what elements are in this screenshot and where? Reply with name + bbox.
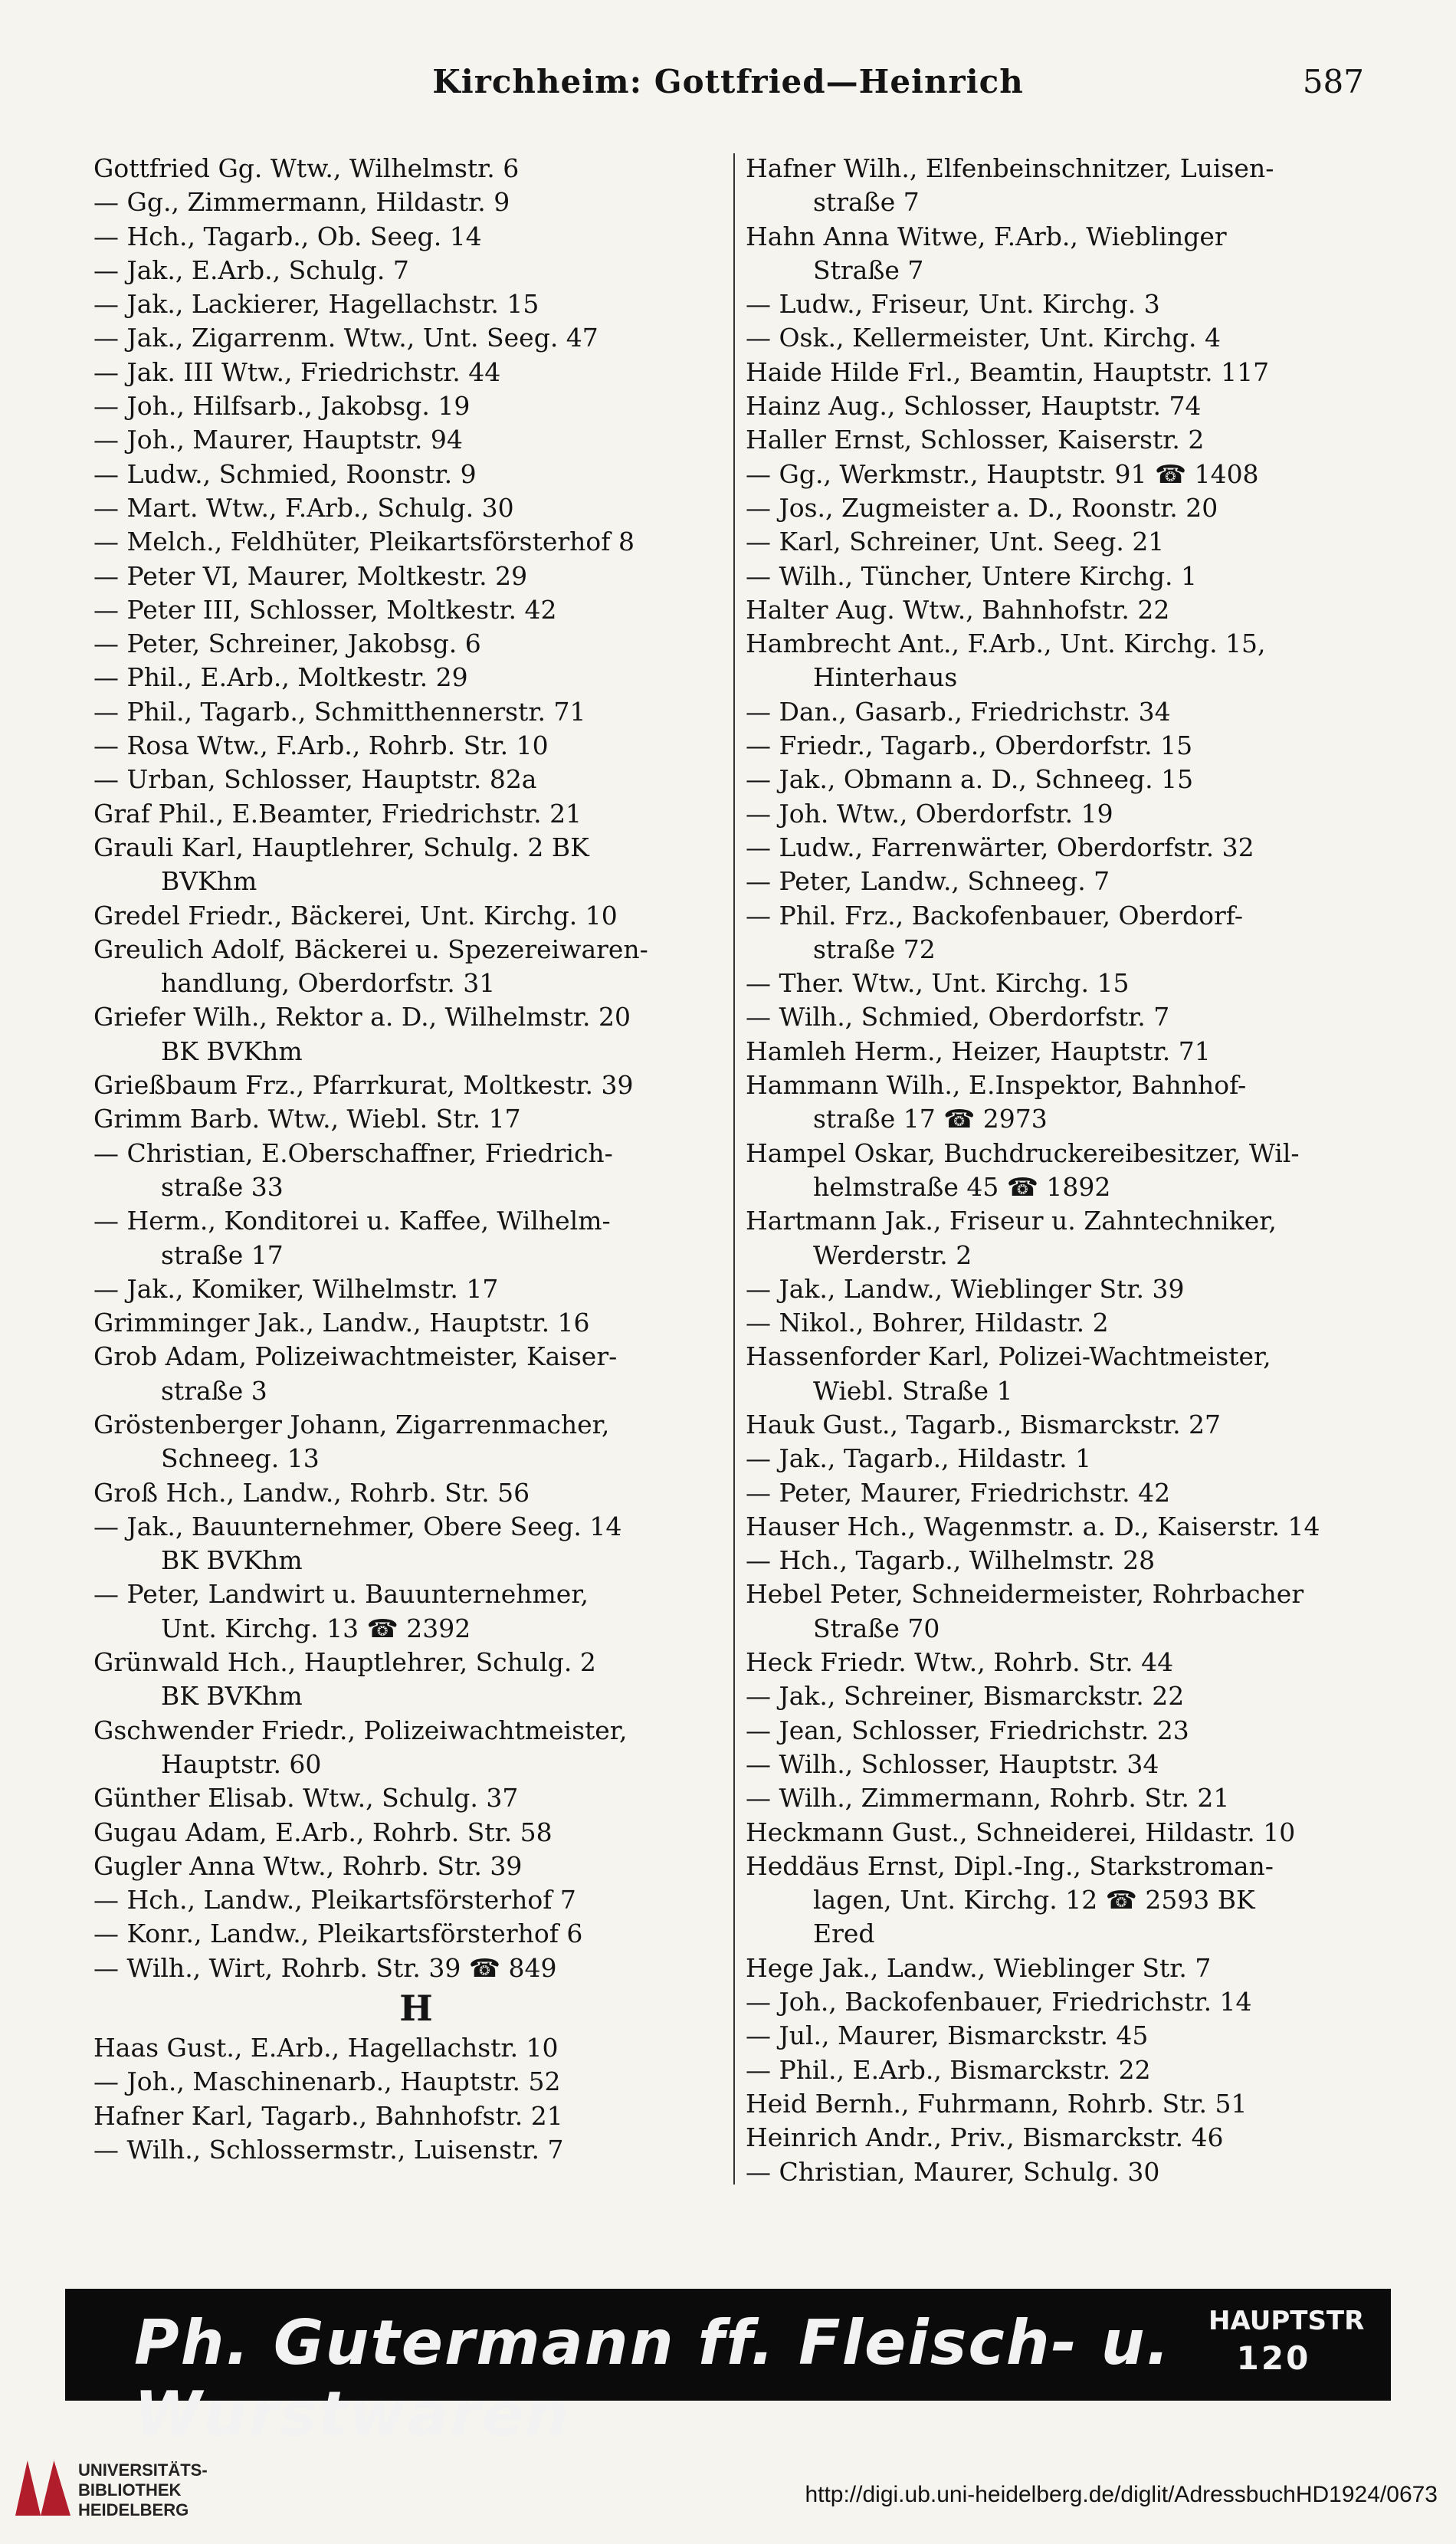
entry-continuation: helmstraße 45 ☎ 1892 (813, 1171, 1111, 1202)
entry-text: Hartmann Jak., Friseur u. Zahntechniker, (746, 1206, 1277, 1236)
directory-entry (746, 1035, 1391, 1068)
entry-text: — Hch., Landw., Pleikartsförsterhof 7 (93, 1885, 576, 1915)
directory-entry (746, 1272, 1391, 1306)
directory-entry (93, 1272, 739, 1306)
directory-entry (93, 1306, 739, 1340)
entry-text: Grünwald Hch., Hauptlehrer, Schulg. 2 (93, 1647, 596, 1678)
entry-text: — Jul., Maurer, Bismarckstr. 45 (746, 2020, 1149, 2051)
advertisement-street: HAUPTSTR (1208, 2306, 1365, 2336)
entry-continuation: straße 3 (161, 1375, 267, 1406)
entry-text: Groß Hch., Landw., Rohrb. Str. 56 (93, 1477, 530, 1508)
entry-text: Griefer Wilh., Rektor a. D., Wilhelmstr. 20 (93, 1002, 631, 1032)
entry-text: Hafner Karl, Tagarb., Bahnhofstr. 21 (93, 2100, 563, 2131)
entry-text: Heck Friedr. Wtw., Rohrb. Str. 44 (746, 1647, 1174, 1678)
entry-continuation: Ered (813, 1919, 875, 1949)
directory-entry (93, 1917, 739, 1951)
directory-entry (93, 933, 739, 1001)
entry-text: — Karl, Schreiner, Unt. Seeg. 21 (746, 527, 1165, 557)
entry-text: — Melch., Feldhüter, Pleikartsförsterhof 8 (93, 527, 635, 557)
entry-continuation: Straße 7 (813, 254, 924, 285)
entry-text: — Mart. Wtw., F.Arb., Schulg. 30 (93, 492, 514, 523)
directory-entry (93, 2065, 739, 2099)
directory-entry (746, 1816, 1391, 1850)
entry-text: — Wilh., Wirt, Rohrb. Str. 39 ☎ 849 (93, 1952, 557, 1983)
advertisement-name: Ph. Gutermann ff. Fleisch- u. Wurstwaren (134, 2307, 1172, 2450)
entry-text: Gottfried Gg. Wtw., Wilhelmstr. 6 (93, 153, 520, 183)
directory-entry (93, 1204, 739, 1272)
entry-text: — Dan., Gasarb., Friedrichstr. 34 (746, 696, 1171, 727)
entry-text: — Jos., Zugmeister a. D., Roonstr. 20 (746, 492, 1218, 523)
entry-continuation: straße 17 ☎ 2973 (813, 1104, 1048, 1134)
entry-text: Hauser Hch., Wagenmstr. a. D., Kaiserstr. 14 (746, 1511, 1320, 1541)
entry-text: Haas Gust., E.Arb., Hagellachstr. 10 (93, 2033, 559, 2063)
directory-entry (93, 661, 739, 694)
entry-text: — Wilh., Zimmermann, Rohrb. Str. 21 (746, 1783, 1230, 1814)
entry-text: — Friedr., Tagarb., Oberdorfstr. 15 (746, 730, 1193, 761)
directory-entry (746, 797, 1391, 831)
directory-entry (93, 1068, 739, 1102)
entry-continuation: lagen, Unt. Kirchg. 12 ☎ 2593 BK (813, 1885, 1255, 1915)
directory-entry (746, 763, 1391, 796)
entry-text: Hebel Peter, Schneidermeister, Rohrbacher (746, 1579, 1304, 1610)
directory-entry (93, 2099, 739, 2133)
entry-continuation: BVKhm (161, 866, 257, 897)
entry-text: — Jak., Komiker, Wilhelmstr. 17 (93, 1273, 499, 1304)
entry-text: Hamleh Herm., Heizer, Hauptstr. 71 (746, 1036, 1211, 1066)
entry-text: — Wilh., Schmied, Oberdorfstr. 7 (746, 1002, 1170, 1032)
entry-text: Gugau Adam, E.Arb., Rohrb. Str. 58 (93, 1817, 553, 1847)
directory-entry (93, 1951, 739, 1985)
directory-entry (93, 287, 739, 321)
directory-entry (746, 1340, 1391, 1408)
entry-text: — Jak. III Wtw., Friedrichstr. 44 (93, 356, 501, 387)
entry-text: — Herm., Konditorei u. Kaffee, Wilhelm- (93, 1206, 611, 1236)
directory-entry (746, 1068, 1391, 1137)
entry-text: Grießbaum Frz., Pfarrkurat, Moltkestr. 39 (93, 1070, 634, 1101)
logo-line: HEIDELBERG (78, 2500, 189, 2519)
entry-text: — Nikol., Bohrer, Hildastr. 2 (746, 1308, 1109, 1338)
entry-text: Hege Jak., Landw., Wieblinger Str. 7 (746, 1952, 1212, 1983)
directory-entry (93, 2031, 739, 2065)
entry-continuation: BK BVKhm (161, 1681, 303, 1712)
directory-entry (746, 356, 1391, 389)
entry-text: Greulich Adolf, Bäckerei u. Spezereiwaren- (93, 934, 648, 964)
directory-entry (746, 899, 1391, 967)
directory-entry (93, 1408, 739, 1476)
directory-entry (746, 1204, 1391, 1272)
entry-text: — Jak., Tagarb., Hildastr. 1 (746, 1443, 1092, 1474)
directory-entry (93, 1816, 739, 1850)
entry-text: — Konr., Landw., Pleikartsförsterhof 6 (93, 1919, 583, 1949)
entry-text: — Wilh., Tüncher, Untere Kirchg. 1 (746, 560, 1198, 591)
entry-text: Haide Hilde Frl., Beamtin, Hauptstr. 117 (746, 356, 1270, 387)
directory-entry (93, 1137, 739, 1205)
entry-text: Gschwender Friedr., Polizeiwachtmeister, (93, 1715, 628, 1745)
entry-text: — Ludw., Schmied, Roonstr. 9 (93, 458, 477, 489)
entry-text: — Gg., Zimmermann, Hildastr. 9 (93, 187, 510, 218)
directory-entry (93, 458, 739, 491)
directory-entry (93, 1883, 739, 1917)
directory-entry (93, 152, 739, 185)
directory-entry (93, 560, 739, 593)
entry-continuation: Werderstr. 2 (813, 1239, 972, 1270)
directory-entry (746, 2053, 1391, 2087)
advertisement-house-number: 120 (1236, 2339, 1311, 2377)
directory-entry (746, 458, 1391, 491)
directory-entry (93, 1000, 739, 1068)
directory-entry (93, 389, 739, 423)
entry-text: — Urban, Schlosser, Hauptstr. 82a (93, 764, 537, 795)
entry-text: — Peter, Landw., Schneeg. 7 (746, 866, 1110, 897)
directory-entry (93, 2133, 739, 2167)
page-title: Kirchheim: Gottfried—Heinrich (432, 63, 1024, 100)
directory-entry (93, 423, 739, 457)
entry-text: — Jak., Obmann a. D., Schneeg. 15 (746, 764, 1194, 795)
directory-entry (746, 1646, 1391, 1679)
entry-text: Gugler Anna Wtw., Rohrb. Str. 39 (93, 1850, 523, 1881)
entry-text: — Phil., E.Arb., Bismarckstr. 22 (746, 2054, 1151, 2085)
directory-entry (746, 2155, 1391, 2189)
entry-continuation: Unt. Kirchg. 13 ☎ 2392 (161, 1613, 471, 1643)
entry-text: Halter Aug. Wtw., Bahnhofstr. 22 (746, 594, 1170, 625)
entry-continuation: Schneeg. 13 (161, 1443, 320, 1474)
entry-text: Hahn Anna Witwe, F.Arb., Wieblinger (746, 221, 1227, 251)
directory-entry (93, 695, 739, 729)
directory-entry (746, 831, 1391, 865)
directory-entry (93, 729, 739, 763)
entry-text: — Joh., Hilfsarb., Jakobsg. 19 (93, 391, 471, 422)
directory-entry (93, 1102, 739, 1136)
entry-text: Heid Bernh., Fuhrmann, Rohrb. Str. 51 (746, 2088, 1248, 2119)
directory-entry (93, 185, 739, 219)
entry-continuation: straße 72 (813, 934, 936, 964)
page-number: 587 (1302, 63, 1364, 100)
section-letter: H (399, 1988, 433, 2030)
entry-text: — Joh., Maschinenarb., Hauptstr. 52 (93, 2066, 561, 2097)
directory-entry (746, 1510, 1391, 1544)
logo-line: BIBLIOTHEK (78, 2480, 182, 2500)
entry-text: — Phil., E.Arb., Moltkestr. 29 (93, 662, 468, 693)
entry-text: Graf Phil., E.Beamter, Friedrichstr. 21 (93, 798, 582, 829)
entry-text: Grimminger Jak., Landw., Hauptstr. 16 (93, 1308, 590, 1338)
directory-entry (93, 525, 739, 559)
entry-text: — Jak., Landw., Wieblinger Str. 39 (746, 1273, 1185, 1304)
entry-text: — Jak., Bauunternehmer, Obere Seeg. 14 (93, 1511, 622, 1541)
source-url-link[interactable]: http://digi.ub.uni-heidelberg.de/diglit/AdressbuchHD1924/0673 (805, 2482, 1438, 2507)
advertisement-banner (65, 2289, 1391, 2450)
entry-text: — Jak., Lackierer, Hagellachstr. 15 (93, 289, 539, 320)
directory-entry (93, 899, 739, 933)
entry-text: Hampel Oskar, Buchdruckereibesitzer, Wil- (746, 1137, 1300, 1168)
directory-entry (93, 1340, 739, 1408)
entry-text: Heddäus Ernst, Dipl.-Ing., Starkstroman- (746, 1850, 1274, 1881)
entry-continuation: handlung, Oberdorfstr. 31 (161, 968, 496, 999)
directory-entry (746, 1748, 1391, 1781)
directory-entry (746, 695, 1391, 729)
entry-text: — Peter III, Schlosser, Moltkestr. 42 (93, 594, 557, 625)
directory-entry (746, 152, 1391, 220)
column-divider (733, 153, 735, 2185)
directory-entry (746, 1306, 1391, 1340)
entry-text: — Phil., Tagarb., Schmitthennerstr. 71 (93, 696, 586, 727)
directory-entry (746, 1000, 1391, 1034)
entry-continuation: Hauptstr. 60 (161, 1748, 322, 1779)
entry-text: — Jak., E.Arb., Schulg. 7 (93, 254, 409, 285)
directory-entry (93, 1510, 739, 1578)
entry-continuation: BK BVKhm (161, 1036, 303, 1066)
entry-text: — Phil. Frz., Backofenbauer, Oberdorf- (746, 900, 1243, 931)
entry-continuation: Straße 70 (813, 1613, 940, 1643)
directory-entry (93, 593, 739, 627)
directory-entry (746, 967, 1391, 1000)
footer (0, 2453, 1456, 2537)
entry-text: — Osk., Kellermeister, Unt. Kirchg. 4 (746, 323, 1222, 353)
directory-entry (746, 287, 1391, 321)
entry-text: Grimm Barb. Wtw., Wiebl. Str. 17 (93, 1104, 521, 1134)
directory-entry (93, 1714, 739, 1782)
entry-text: — Peter, Landwirt u. Bauunternehmer, (93, 1579, 589, 1610)
directory-entry (746, 321, 1391, 355)
directory-entry (93, 1646, 739, 1714)
entry-text: Günther Elisab. Wtw., Schulg. 37 (93, 1783, 519, 1814)
directory-entry (746, 627, 1391, 695)
directory-entry (746, 1917, 1391, 1951)
directory-entry (746, 729, 1391, 763)
entry-text: Hainz Aug., Schlosser, Hauptstr. 74 (746, 391, 1202, 422)
entry-text: Hassenforder Karl, Polizei-Wachtmeister, (746, 1341, 1271, 1372)
directory-entry (93, 220, 739, 254)
directory-entry (746, 1985, 1391, 2019)
directory-entry (93, 356, 739, 389)
directory-entry (746, 1714, 1391, 1748)
directory-entry (746, 1442, 1391, 1476)
directory-entry (746, 491, 1391, 525)
entry-text: — Joh., Maurer, Hauptstr. 94 (93, 425, 463, 455)
directory-entry (746, 1476, 1391, 1510)
directory-entry (93, 1476, 739, 1510)
entry-text: Hafner Wilh., Elfenbeinschnitzer, Luisen- (746, 153, 1274, 183)
entry-text: — Ludw., Farrenwärter, Oberdorfstr. 32 (746, 832, 1254, 862)
directory-entry (746, 2121, 1391, 2155)
entry-text: — Wilh., Schlosser, Hauptstr. 34 (746, 1748, 1159, 1779)
entry-continuation: straße 7 (813, 187, 920, 218)
directory-entry (746, 389, 1391, 423)
directory-entry (93, 1850, 739, 1883)
entry-text: — Jean, Schlosser, Friedrichstr. 23 (746, 1715, 1189, 1745)
directory-entry (746, 1951, 1391, 1985)
entry-continuation: Wiebl. Straße 1 (813, 1375, 1013, 1406)
entry-text: — Wilh., Schlossermstr., Luisenstr. 7 (93, 2134, 564, 2165)
entry-text: Gredel Friedr., Bäckerei, Unt. Kirchg. 10 (93, 900, 618, 931)
entry-continuation: straße 33 (161, 1171, 284, 1202)
entry-text: — Ther. Wtw., Unt. Kirchg. 15 (746, 968, 1130, 999)
directory-entry (93, 1781, 739, 1815)
directory-entry (746, 1679, 1391, 1713)
entry-text: — Hch., Tagarb., Ob. Seeg. 14 (93, 221, 482, 251)
directory-entry (746, 593, 1391, 627)
entry-text: Hauk Gust., Tagarb., Bismarckstr. 27 (746, 1409, 1222, 1439)
entry-text: Haller Ernst, Schlosser, Kaiserstr. 2 (746, 425, 1205, 455)
directory-entry (746, 220, 1391, 288)
directory-entry (746, 1577, 1391, 1646)
directory-entry (746, 1781, 1391, 1815)
directory-entry (746, 2087, 1391, 2121)
entry-text: Heinrich Andr., Priv., Bismarckstr. 46 (746, 2122, 1224, 2153)
entry-text: — Gg., Werkmstr., Hauptstr. 91 ☎ 1408 (746, 458, 1259, 489)
entry-text: — Joh., Backofenbauer, Friedrichstr. 14 (746, 1987, 1252, 2017)
directory-entry (93, 763, 739, 796)
logo-line: UNIVERSITÄTS- (78, 2460, 208, 2480)
directory-entry (93, 491, 739, 525)
entry-text: — Christian, E.Oberschaffner, Friedrich- (93, 1137, 613, 1168)
entry-text: — Peter, Schreiner, Jakobsg. 6 (93, 629, 481, 659)
entry-text: — Jak., Zigarrenm. Wtw., Unt. Seeg. 47 (93, 323, 598, 353)
library-logo-text (78, 2460, 208, 2520)
entry-text: Grauli Karl, Hauptlehrer, Schulg. 2 BK (93, 832, 589, 862)
entry-text: — Ludw., Friseur, Unt. Kirchg. 3 (746, 289, 1160, 320)
entry-text: Hambrecht Ant., F.Arb., Unt. Kirchg. 15, (746, 629, 1266, 659)
directory-entry (746, 2019, 1391, 2053)
entry-text: Gröstenberger Johann, Zigarrenmacher, (93, 1409, 610, 1439)
directory-entry (746, 525, 1391, 559)
entry-text: — Joh. Wtw., Oberdorfstr. 19 (746, 798, 1113, 829)
left-column (93, 152, 739, 2167)
entry-continuation: Hinterhaus (813, 662, 958, 693)
entry-text: — Peter VI, Maurer, Moltkestr. 29 (93, 560, 528, 591)
directory-entry (746, 1137, 1391, 1205)
directory-entry (93, 831, 739, 899)
directory-entry (746, 1850, 1391, 1918)
directory-entry (746, 1544, 1391, 1577)
entry-text: Hammann Wilh., E.Inspektor, Bahnhof- (746, 1070, 1247, 1101)
directory-entry (746, 865, 1391, 898)
entry-continuation: BK BVKhm (161, 1545, 303, 1576)
directory-entry (93, 321, 739, 355)
right-column (746, 152, 1391, 2189)
directory-entry (93, 627, 739, 661)
entry-text: — Hch., Tagarb., Wilhelmstr. 28 (746, 1545, 1156, 1576)
directory-entry (746, 1408, 1391, 1442)
directory-entry (746, 423, 1391, 457)
library-logo-icon (15, 2460, 71, 2516)
directory-entry (93, 797, 739, 831)
entry-text: — Peter, Maurer, Friedrichstr. 42 (746, 1477, 1171, 1508)
entry-text: Grob Adam, Polizeiwachtmeister, Kaiser- (93, 1341, 618, 1372)
entry-text: Heckmann Gust., Schneiderei, Hildastr. 10 (746, 1817, 1296, 1847)
directory-entry (93, 1577, 739, 1646)
entry-text: — Christian, Maurer, Schulg. 30 (746, 2156, 1160, 2187)
directory-entry (746, 560, 1391, 593)
entry-continuation: straße 17 (161, 1239, 284, 1270)
running-head (92, 63, 1364, 109)
entry-text: — Jak., Schreiner, Bismarckstr. 22 (746, 1681, 1185, 1712)
directory-entry (93, 254, 739, 287)
entry-text: — Rosa Wtw., F.Arb., Rohrb. Str. 10 (93, 730, 549, 761)
